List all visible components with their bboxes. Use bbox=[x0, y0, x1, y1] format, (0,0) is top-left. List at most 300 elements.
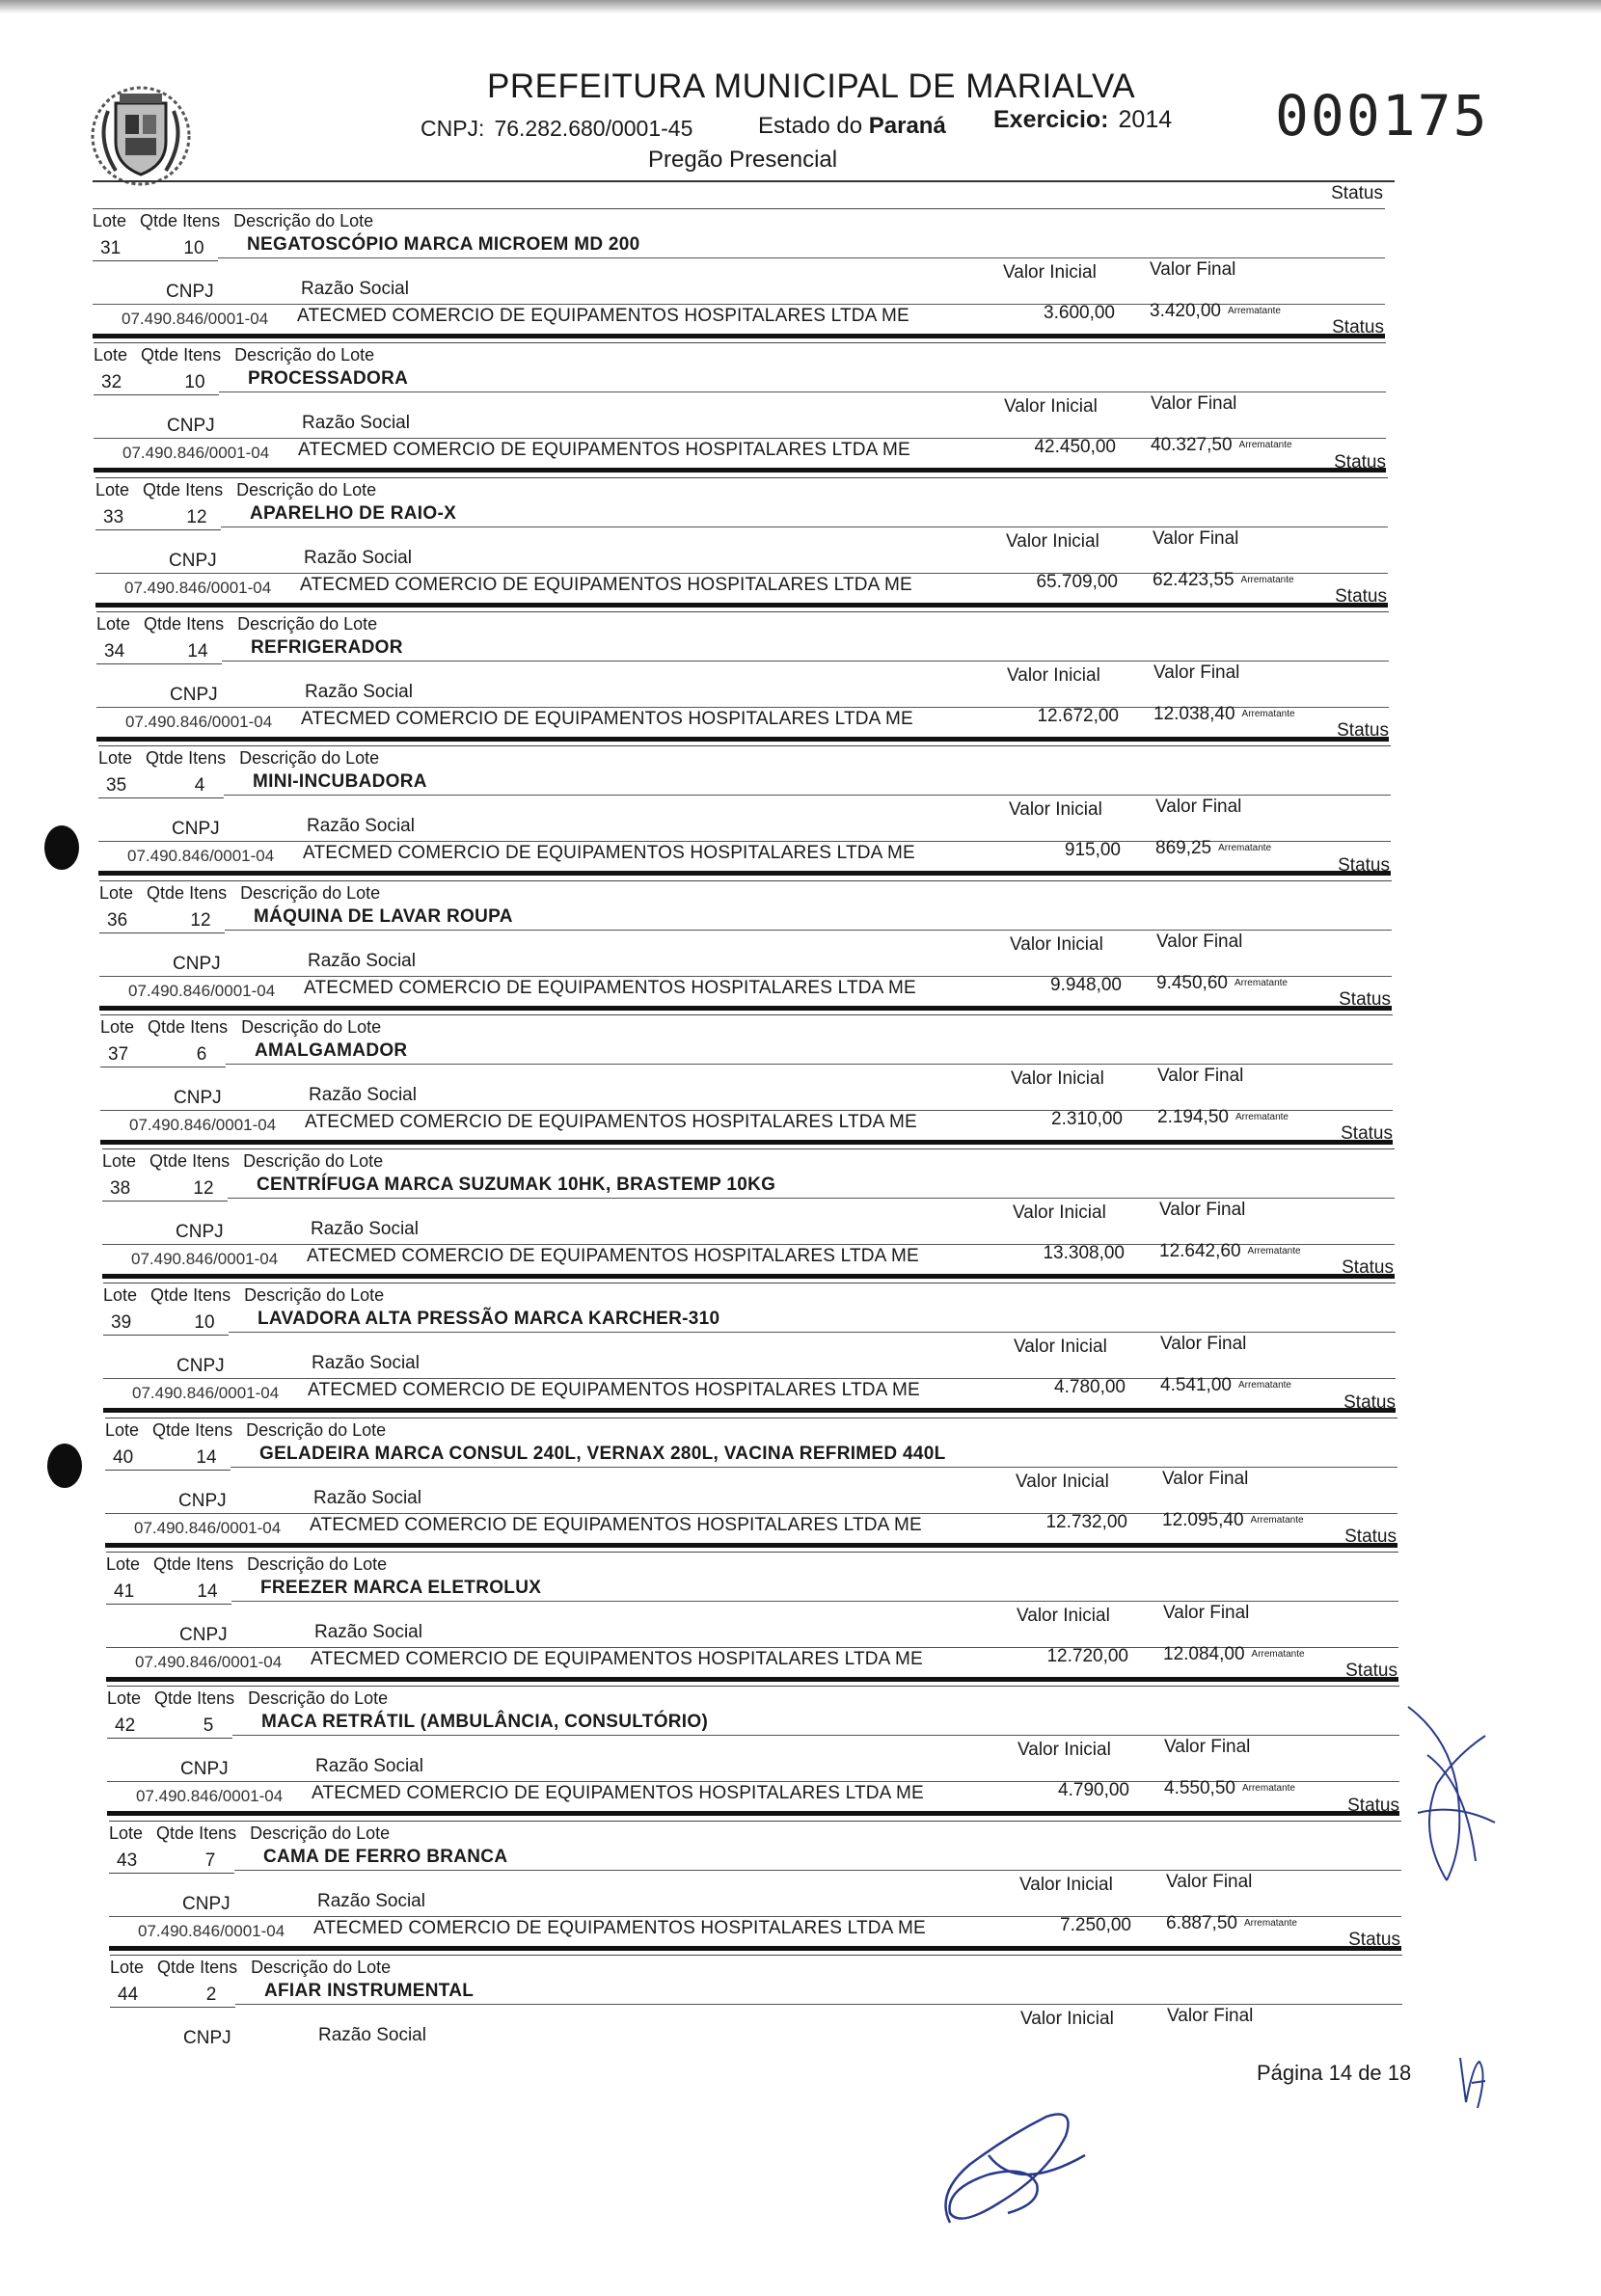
lot-entry bbox=[94, 317, 1386, 462]
lot-description: MACA RETRÁTIL (AMBULÂNCIA, CONSULTÓRIO) bbox=[261, 1712, 709, 1732]
lot-description-rule bbox=[218, 257, 1385, 258]
lot-header-rule bbox=[95, 477, 1388, 478]
arrematante-tag: Arrematante bbox=[1235, 1112, 1289, 1122]
lot-number-underline bbox=[96, 663, 222, 664]
lote-header: Lote bbox=[98, 748, 133, 768]
lot-number: 33 bbox=[103, 507, 124, 527]
lot-column-headers bbox=[98, 748, 393, 769]
lot-description-rule bbox=[229, 1332, 1396, 1333]
lot-number-underline bbox=[106, 1604, 231, 1605]
valor-final-value: 2.194,50 bbox=[1157, 1107, 1229, 1127]
arrematante-tag: Arrematante bbox=[1250, 1515, 1304, 1526]
lot-status-label: Status bbox=[1331, 183, 1383, 203]
lot-number: 38 bbox=[110, 1178, 131, 1199]
lot-header-rule bbox=[110, 1955, 1402, 1956]
valor-final-value: 3.420,00 bbox=[1150, 301, 1221, 321]
bidder-cnpj: 07.490.846/0001-04 bbox=[122, 310, 269, 328]
bidder-razao-social: ATECMED COMERCIO DE EQUIPAMENTOS HOSPITALARES LTDA ME bbox=[307, 1246, 919, 1266]
descricao-header: Descrição do Lote bbox=[240, 883, 381, 903]
valor-inicial: 12.720,00 bbox=[1046, 1646, 1128, 1666]
valor-inicial-label: Valor Inicial bbox=[1009, 799, 1102, 820]
bidder-cnpj: 07.490.846/0001-04 bbox=[136, 1787, 284, 1805]
valor-inicial-label: Valor Inicial bbox=[1020, 2009, 1114, 2029]
lot-header-rule bbox=[93, 208, 1385, 209]
arrematante-tag: Arrematante bbox=[1227, 306, 1281, 316]
valor-final-value: 12.084,00 bbox=[1163, 1644, 1245, 1664]
lot-description: FREEZER MARCA ELETROLUX bbox=[260, 1578, 542, 1598]
lot-number-underline bbox=[110, 2007, 235, 2008]
qtde-itens-header: Qtde Itens bbox=[157, 1958, 238, 1977]
valor-inicial: 12.672,00 bbox=[1037, 706, 1119, 726]
lot-description: LAVADORA ALTA PRESSÃO MARCA KARCHER-310 bbox=[258, 1309, 720, 1329]
lot-quantity: 10 bbox=[194, 1312, 215, 1333]
razao-social-label: Razão Social bbox=[308, 951, 416, 971]
bidder-cnpj: 07.490.846/0001-04 bbox=[125, 713, 273, 731]
header-estado-value: Paraná bbox=[868, 113, 946, 139]
cnpj-label: CNPJ bbox=[179, 1625, 228, 1645]
lot-entry bbox=[109, 1796, 1401, 1940]
lot-description: MINI-INCUBADORA bbox=[253, 771, 427, 792]
lote-header: Lote bbox=[107, 1688, 142, 1708]
lot-description: GELADEIRA MARCA CONSUL 240L, VERNAX 280L, VACINA REFRIMED 440L bbox=[259, 1444, 946, 1464]
bidder-cnpj: 07.490.846/0001-04 bbox=[131, 1250, 279, 1268]
arrematante-tag: Arrematante bbox=[1251, 1649, 1305, 1660]
bidder-razao-social: ATECMED COMERCIO DE EQUIPAMENTOS HOSPITALARES LTDA ME bbox=[301, 709, 913, 729]
header-subtitle: Pregão Presencial bbox=[648, 147, 838, 173]
lot-column-headers bbox=[106, 1554, 400, 1575]
valor-inicial: 4.790,00 bbox=[1058, 1780, 1129, 1800]
razao-social-label: Razão Social bbox=[317, 1891, 425, 1911]
header-cnpj-label: CNPJ: bbox=[421, 116, 485, 141]
valor-inicial-label: Valor Inicial bbox=[1004, 396, 1098, 417]
valor-inicial: 9.948,00 bbox=[1050, 975, 1122, 995]
lot-quantity: 14 bbox=[197, 1581, 218, 1602]
descricao-header: Descrição do Lote bbox=[239, 748, 380, 768]
lot-description-rule bbox=[235, 2004, 1402, 2005]
arrematante-tag: Arrematante bbox=[1237, 1380, 1291, 1391]
signature-side-icon bbox=[1389, 1697, 1505, 1890]
valor-inicial-label: Valor Inicial bbox=[1007, 665, 1100, 686]
lot-entry bbox=[103, 1257, 1396, 1402]
lot-number-underline bbox=[103, 1335, 229, 1336]
valor-inicial-label: Valor Inicial bbox=[1010, 934, 1103, 955]
lot-description-rule bbox=[231, 1467, 1397, 1468]
lot-quantity: 10 bbox=[183, 238, 204, 258]
qtde-itens-header: Qtde Itens bbox=[153, 1554, 234, 1574]
descricao-header: Descrição do Lote bbox=[243, 1151, 384, 1171]
valor-inicial-label: Valor Inicial bbox=[1016, 1472, 1109, 1492]
qtde-itens-header: Qtde Itens bbox=[146, 748, 227, 768]
razao-social-label: Razão Social bbox=[305, 682, 413, 702]
lote-header: Lote bbox=[95, 480, 130, 500]
valor-final-label: Valor Final bbox=[1166, 1872, 1253, 1892]
lot-description-rule bbox=[234, 1870, 1401, 1871]
bidder-razao-social: ATECMED COMERCIO DE EQUIPAMENTOS HOSPITALARES LTDA ME bbox=[312, 1783, 924, 1803]
bidder-razao-social: ATECMED COMERCIO DE EQUIPAMENTOS HOSPITALARES LTDA ME bbox=[311, 1649, 923, 1669]
lot-description: APARELHO DE RAIO-X bbox=[250, 503, 457, 524]
cnpj-label: CNPJ bbox=[176, 1356, 225, 1376]
bidder-razao-social: ATECMED COMERCIO DE EQUIPAMENTOS HOSPITALARES LTDA ME bbox=[308, 1380, 920, 1400]
valor-final-value: 9.450,60 bbox=[1156, 973, 1228, 993]
initials-icon bbox=[1454, 2054, 1493, 2112]
bidder-razao-social: ATECMED COMERCIO DE EQUIPAMENTOS HOSPITALARES LTDA ME bbox=[305, 1112, 917, 1132]
lote-header: Lote bbox=[102, 1151, 137, 1171]
document-number: 000175 bbox=[1275, 83, 1489, 149]
lot-status-label: Status bbox=[1337, 720, 1389, 741]
lot-status-label: Status bbox=[1342, 1257, 1394, 1278]
lot-column-headers bbox=[103, 1285, 397, 1306]
header-cnpj bbox=[421, 116, 692, 142]
bidder-razao-social: ATECMED COMERCIO DE EQUIPAMENTOS HOSPITALARES LTDA ME bbox=[300, 575, 912, 595]
valor-inicial-label: Valor Inicial bbox=[1003, 262, 1097, 283]
qtde-itens-header: Qtde Itens bbox=[144, 614, 225, 634]
lot-column-headers bbox=[102, 1151, 396, 1172]
arrematante-tag: Arrematante bbox=[1241, 709, 1295, 719]
valor-inicial-label: Valor Inicial bbox=[1011, 1068, 1104, 1089]
valor-final-value: 12.642,60 bbox=[1159, 1241, 1241, 1261]
lot-description: CAMA DE FERRO BRANCA bbox=[263, 1847, 508, 1867]
lot-status-label: Status bbox=[1338, 855, 1390, 876]
qtde-itens-header: Qtde Itens bbox=[150, 1285, 231, 1305]
arrematante-tag: Arrematante bbox=[1218, 843, 1272, 853]
valor-final-label: Valor Final bbox=[1163, 1603, 1250, 1623]
lot-header-rule bbox=[94, 342, 1386, 343]
lot-number-underline bbox=[102, 1201, 228, 1202]
lot-quantity: 12 bbox=[186, 507, 207, 527]
arrematante-tag: Arrematante bbox=[1234, 978, 1288, 988]
municipal-crest-icon bbox=[87, 82, 195, 188]
bidder-razao-social: ATECMED COMERCIO DE EQUIPAMENTOS HOSPITALARES LTDA ME bbox=[304, 978, 916, 998]
lot-number-underline bbox=[105, 1470, 231, 1471]
lot-status-label: Status bbox=[1347, 1796, 1399, 1816]
lot-quantity: 10 bbox=[184, 372, 205, 392]
lot-quantity: 14 bbox=[196, 1447, 217, 1468]
lot-header-rule bbox=[98, 745, 1391, 746]
valor-inicial: 2.310,00 bbox=[1051, 1109, 1123, 1129]
razao-social-label: Razão Social bbox=[315, 1756, 423, 1776]
valor-final-label: Valor Final bbox=[1157, 1066, 1244, 1086]
lot-entry bbox=[95, 452, 1388, 597]
valor-final-label: Valor Final bbox=[1164, 1737, 1251, 1757]
header-exercicio-value: 2014 bbox=[1118, 106, 1173, 133]
cnpj-label: CNPJ bbox=[170, 685, 218, 705]
valor-inicial-label: Valor Inicial bbox=[1014, 1337, 1107, 1357]
punch-hole-bottom bbox=[47, 1444, 82, 1488]
valor-final-label: Valor Final bbox=[1162, 1469, 1249, 1489]
razao-social-label: Razão Social bbox=[307, 816, 415, 836]
razao-social-label: Razão Social bbox=[314, 1622, 422, 1642]
cnpj-label: CNPJ bbox=[169, 551, 217, 571]
lot-number: 39 bbox=[111, 1312, 132, 1333]
lot-description-rule bbox=[231, 1601, 1398, 1602]
lot-status-label: Status bbox=[1345, 1661, 1397, 1681]
razao-social-label: Razão Social bbox=[311, 1219, 419, 1239]
qtde-itens-header: Qtde Itens bbox=[154, 1688, 235, 1708]
lot-quantity: 2 bbox=[205, 1985, 217, 2005]
descricao-header: Descrição do Lote bbox=[246, 1420, 387, 1440]
lot-quantity: 12 bbox=[193, 1178, 214, 1199]
lot-quantity: 5 bbox=[203, 1715, 214, 1736]
descricao-header: Descrição do Lote bbox=[247, 1554, 388, 1574]
valor-final-label: Valor Final bbox=[1167, 2006, 1254, 2026]
lote-header: Lote bbox=[105, 1420, 140, 1440]
lot-entry bbox=[102, 1123, 1395, 1268]
bidder-razao-social: ATECMED COMERCIO DE EQUIPAMENTOS HOSPITALARES LTDA ME bbox=[303, 843, 915, 863]
bidder-razao-social: ATECMED COMERCIO DE EQUIPAMENTOS HOSPITALARES LTDA ME bbox=[310, 1515, 922, 1535]
lot-quantity: 12 bbox=[190, 910, 211, 931]
valor-inicial: 4.780,00 bbox=[1054, 1377, 1126, 1397]
lot-number-underline bbox=[94, 394, 219, 395]
lot-number-underline bbox=[109, 1873, 234, 1874]
lot-entry bbox=[107, 1661, 1399, 1805]
lot-entry bbox=[110, 1930, 1402, 2065]
header-exercicio-label: Exercicio: bbox=[993, 106, 1109, 133]
lot-description-rule bbox=[226, 1064, 1393, 1065]
valor-inicial: 915,00 bbox=[1064, 840, 1121, 860]
valor-inicial-label: Valor Inicial bbox=[1019, 1875, 1113, 1895]
lot-number-underline bbox=[98, 797, 224, 798]
cnpj-label: CNPJ bbox=[180, 1759, 229, 1779]
lot-status-label: Status bbox=[1343, 1392, 1396, 1413]
lot-entry bbox=[105, 1392, 1397, 1537]
cnpj-label: CNPJ bbox=[167, 416, 215, 436]
bidder-razao-social: ATECMED COMERCIO DE EQUIPAMENTOS HOSPITALARES LTDA ME bbox=[297, 306, 909, 326]
razao-social-label: Razão Social bbox=[309, 1085, 417, 1105]
lote-header: Lote bbox=[99, 883, 134, 903]
lot-header-rule bbox=[106, 1552, 1398, 1553]
bidder-cnpj: 07.490.846/0001-04 bbox=[127, 847, 275, 865]
razao-social-label: Razão Social bbox=[318, 2025, 426, 2045]
valor-final-label: Valor Final bbox=[1153, 528, 1239, 549]
bidder-cnpj: 07.490.846/0001-04 bbox=[138, 1922, 285, 1940]
lot-column-headers bbox=[96, 614, 391, 635]
qtde-itens-header: Qtde Itens bbox=[143, 480, 224, 500]
bidder-cnpj: 07.490.846/0001-04 bbox=[124, 579, 272, 597]
lot-column-headers bbox=[100, 1017, 394, 1038]
lot-number-underline bbox=[95, 529, 221, 530]
lot-description: CENTRÍFUGA MARCA SUZUMAK 10HK, BRASTEMP 10KG bbox=[257, 1175, 776, 1195]
razao-social-label: Razão Social bbox=[304, 548, 412, 568]
lote-header: Lote bbox=[100, 1017, 135, 1037]
lot-number: 35 bbox=[106, 775, 127, 796]
lot-number-underline bbox=[99, 932, 225, 933]
cnpj-label: CNPJ bbox=[182, 1894, 231, 1914]
qtde-itens-header: Qtde Itens bbox=[140, 211, 221, 230]
bidder-cnpj: 07.490.846/0001-04 bbox=[122, 444, 270, 462]
lote-header: Lote bbox=[106, 1554, 141, 1574]
header-estado bbox=[758, 113, 946, 140]
razao-social-label: Razão Social bbox=[312, 1353, 420, 1373]
lot-description-rule bbox=[228, 1198, 1395, 1199]
lot-status-label: Status bbox=[1348, 1930, 1400, 1950]
lot-header-rule bbox=[96, 611, 1389, 612]
signature-bottom-icon bbox=[931, 2097, 1095, 2237]
cnpj-label: CNPJ bbox=[178, 1491, 227, 1511]
lot-column-headers bbox=[99, 883, 393, 904]
valor-final-value: 40.327,50 bbox=[1151, 435, 1233, 455]
lot-column-headers bbox=[93, 211, 387, 231]
lot-entry bbox=[106, 1526, 1398, 1671]
valor-inicial: 65.709,00 bbox=[1036, 572, 1118, 592]
lot-number-underline bbox=[107, 1738, 232, 1739]
lote-header: Lote bbox=[110, 1958, 145, 1977]
descricao-header: Descrição do Lote bbox=[234, 345, 375, 365]
lote-header: Lote bbox=[94, 345, 128, 365]
lot-number: 41 bbox=[114, 1581, 135, 1602]
valor-inicial-label: Valor Inicial bbox=[1018, 1740, 1111, 1760]
cnpj-label: CNPJ bbox=[176, 1222, 224, 1242]
header-estado-prefix: Estado do bbox=[758, 113, 863, 139]
lot-description-rule bbox=[222, 661, 1389, 662]
lot-number-underline bbox=[93, 260, 218, 261]
valor-final-label: Valor Final bbox=[1155, 797, 1242, 817]
lot-description: REFRIGERADOR bbox=[251, 637, 403, 658]
header-divider bbox=[93, 180, 1395, 182]
valor-inicial-label: Valor Inicial bbox=[1013, 1202, 1106, 1223]
qtde-itens-header: Qtde Itens bbox=[148, 1017, 229, 1037]
razao-social-label: Razão Social bbox=[302, 413, 410, 433]
valor-final-value: 4.550,50 bbox=[1164, 1778, 1235, 1798]
cnpj-label: CNPJ bbox=[174, 1088, 222, 1108]
lot-description: AFIAR INSTRUMENTAL bbox=[264, 1981, 475, 2001]
lot-entry bbox=[99, 855, 1392, 1000]
lot-header-rule bbox=[102, 1148, 1395, 1149]
lot-column-headers bbox=[94, 345, 388, 365]
lot-column-headers bbox=[110, 1958, 404, 1978]
lot-description-rule bbox=[232, 1735, 1399, 1736]
lot-quantity: 6 bbox=[196, 1044, 207, 1065]
lot-description: MÁQUINA DE LAVAR ROUPA bbox=[254, 906, 513, 927]
razao-social-label: Razão Social bbox=[313, 1488, 421, 1508]
lot-column-headers bbox=[107, 1688, 401, 1709]
lote-header: Lote bbox=[103, 1285, 138, 1305]
valor-final-value: 12.095,40 bbox=[1162, 1510, 1244, 1530]
punch-hole-top bbox=[44, 825, 79, 870]
razao-social-label: Razão Social bbox=[301, 279, 409, 299]
qtde-itens-header: Qtde Itens bbox=[156, 1823, 237, 1843]
lot-description: NEGATOSCÓPIO MARCA MICROEM MD 200 bbox=[247, 234, 640, 255]
qtde-itens-header: Qtde Itens bbox=[141, 345, 222, 365]
valor-final-value: 4.541,00 bbox=[1160, 1375, 1232, 1395]
cnpj-label: CNPJ bbox=[173, 954, 221, 974]
arrematante-tag: Arrematante bbox=[1240, 575, 1294, 585]
valor-final-label: Valor Final bbox=[1159, 1200, 1246, 1220]
arrematante-tag: Arrematante bbox=[1241, 1783, 1295, 1794]
bidder-cnpj: 07.490.846/0001-04 bbox=[134, 1519, 282, 1537]
descricao-header: Descrição do Lote bbox=[244, 1285, 385, 1305]
bidder-cnpj: 07.490.846/0001-04 bbox=[132, 1384, 280, 1402]
lot-status-label: Status bbox=[1332, 317, 1384, 338]
lot-description-rule bbox=[224, 795, 1391, 796]
bidder-cnpj: 07.490.846/0001-04 bbox=[128, 982, 276, 1000]
lot-status-label: Status bbox=[1341, 1123, 1393, 1144]
valor-final-value: 62.423,55 bbox=[1153, 570, 1235, 590]
page-indicator: Página 14 de 18 bbox=[1257, 2061, 1412, 2085]
qtde-itens-header: Qtde Itens bbox=[152, 1420, 233, 1440]
lot-header-rule bbox=[100, 1014, 1393, 1015]
valor-inicial: 42.450,00 bbox=[1034, 437, 1116, 457]
descricao-header: Descrição do Lote bbox=[233, 211, 374, 230]
valor-inicial: 12.732,00 bbox=[1045, 1512, 1127, 1532]
valor-final-label: Valor Final bbox=[1160, 1334, 1247, 1354]
lot-description-rule bbox=[225, 930, 1392, 931]
descricao-header: Descrição do Lote bbox=[250, 1823, 391, 1843]
lot-number: 32 bbox=[101, 372, 122, 392]
lot-number: 37 bbox=[108, 1044, 129, 1065]
valor-inicial-label: Valor Inicial bbox=[1017, 1606, 1110, 1626]
lot-number: 36 bbox=[107, 910, 128, 931]
lot-status-label: Status bbox=[1334, 452, 1386, 473]
valor-final-label: Valor Final bbox=[1150, 259, 1236, 280]
lot-status-label: Status bbox=[1335, 586, 1387, 607]
descricao-header: Descrição do Lote bbox=[248, 1688, 389, 1708]
cnpj-label: CNPJ bbox=[166, 282, 214, 302]
lot-entry bbox=[96, 586, 1389, 731]
valor-final-label: Valor Final bbox=[1151, 393, 1237, 414]
lot-entry bbox=[93, 183, 1385, 328]
lot-number: 40 bbox=[113, 1447, 134, 1468]
lot-quantity: 7 bbox=[204, 1850, 216, 1871]
valor-final-label: Valor Final bbox=[1156, 932, 1243, 952]
cnpj-label: CNPJ bbox=[172, 819, 220, 839]
lot-header-rule bbox=[99, 880, 1392, 881]
cnpj-label: CNPJ bbox=[183, 2028, 231, 2048]
bidder-razao-social: ATECMED COMERCIO DE EQUIPAMENTOS HOSPITALARES LTDA ME bbox=[313, 1918, 926, 1938]
lote-header: Lote bbox=[93, 211, 127, 230]
valor-final-value: 869,25 bbox=[1155, 838, 1212, 858]
qtde-itens-header: Qtde Itens bbox=[147, 883, 228, 903]
header-title: PREFEITURA MUNICIPAL DE MARIALVA bbox=[487, 68, 1136, 105]
valor-inicial: 13.308,00 bbox=[1043, 1243, 1125, 1263]
header-exercicio bbox=[993, 106, 1172, 134]
lot-status-label: Status bbox=[1339, 989, 1391, 1010]
lot-description: PROCESSADORA bbox=[248, 368, 409, 389]
lot-column-headers bbox=[95, 480, 390, 500]
lot-entry bbox=[98, 720, 1391, 865]
arrematante-tag: Arrematante bbox=[1247, 1246, 1301, 1256]
descricao-header: Descrição do Lote bbox=[236, 480, 377, 500]
lot-header-rule bbox=[109, 1821, 1401, 1822]
qtde-itens-header: Qtde Itens bbox=[149, 1151, 231, 1171]
lote-header: Lote bbox=[96, 614, 131, 634]
lot-description: AMALGAMADOR bbox=[255, 1040, 408, 1061]
lot-number: 43 bbox=[117, 1850, 138, 1871]
arrematante-tag: Arrematante bbox=[1243, 1918, 1297, 1929]
lot-number: 42 bbox=[115, 1715, 136, 1736]
valor-final-value: 6.887,50 bbox=[1166, 1913, 1237, 1933]
lot-entry bbox=[100, 989, 1393, 1134]
lot-column-headers bbox=[109, 1823, 403, 1844]
bidder-cnpj: 07.490.846/0001-04 bbox=[135, 1653, 283, 1671]
valor-inicial: 3.600,00 bbox=[1044, 303, 1115, 323]
descricao-header: Descrição do Lote bbox=[237, 614, 378, 634]
bidder-razao-social: ATECMED COMERCIO DE EQUIPAMENTOS HOSPITALARES LTDA ME bbox=[298, 440, 910, 460]
lot-number: 31 bbox=[100, 238, 122, 258]
valor-inicial: 7.250,00 bbox=[1060, 1915, 1131, 1935]
header-cnpj-value: 76.282.680/0001-45 bbox=[494, 116, 693, 141]
descricao-header: Descrição do Lote bbox=[241, 1017, 382, 1037]
arrematante-tag: Arrematante bbox=[1238, 440, 1292, 450]
lot-header-rule bbox=[107, 1686, 1399, 1687]
valor-inicial-label: Valor Inicial bbox=[1006, 531, 1099, 552]
valor-final-value: 12.038,40 bbox=[1153, 704, 1235, 724]
lot-quantity: 4 bbox=[194, 775, 205, 796]
lote-header: Lote bbox=[109, 1823, 144, 1843]
bidder-cnpj: 07.490.846/0001-04 bbox=[129, 1116, 277, 1134]
descricao-header: Descrição do Lote bbox=[251, 1958, 392, 1977]
lot-number: 34 bbox=[104, 641, 125, 662]
lot-number: 44 bbox=[118, 1985, 139, 2005]
